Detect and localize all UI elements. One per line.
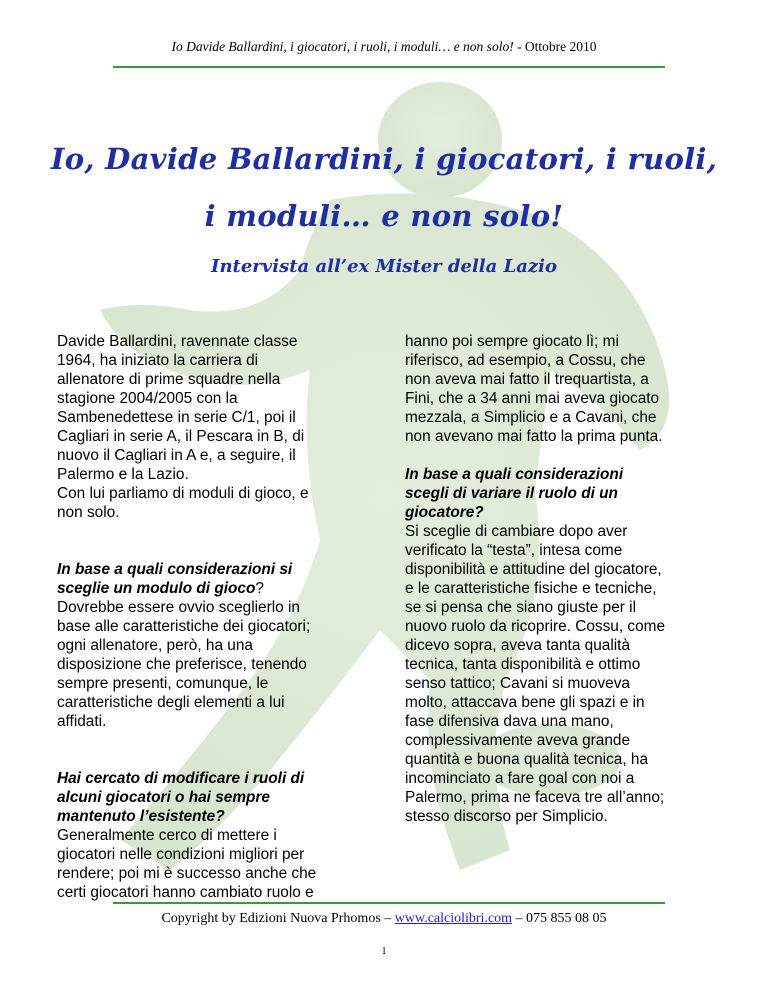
text-line: nuovo il Cagliari in A e, a seguire, il (57, 447, 296, 464)
footer-copyright: Copyright by Edizioni Nuova Prhomos – (161, 911, 395, 926)
text-line: stagione 2004/2005 con la (57, 390, 238, 407)
text-line: Davide Ballardini, ravennate classe (57, 333, 298, 350)
question-line: alcuni giocatori o hai sempre (57, 789, 270, 806)
answer-line: Si sceglie di cambiare dopo aver (405, 523, 628, 540)
right-column (405, 332, 735, 826)
question-line: scegli di variare il ruolo di un (405, 485, 618, 502)
answer-line: tecnica, tanta disponibilità e ottimo (405, 656, 641, 673)
answer-line: Palermo, prima ne faceva tre all’anno; (405, 789, 665, 806)
article-subtitle: Intervista all’ex Mister della Lazio (211, 256, 557, 277)
text-line: allenatore di prime squadre nella (57, 371, 281, 388)
answer-line: ogni allenatore, però, ha una (57, 637, 253, 654)
answer-line: dicevo sopra, aveva tanta qualità (405, 637, 631, 654)
text-line: mezzala, a Simplicio e a Cavani, che (405, 409, 657, 426)
running-header (0, 39, 768, 55)
answer-line: fase difensiva dava una mano, (405, 713, 614, 730)
text-line: hanno poi sempre giocato lì; mi (405, 333, 619, 350)
question-line: In base a quali considerazioni si (57, 561, 293, 578)
left-column (57, 332, 373, 902)
text-line: Sambenedettese in serie C/1, poi il (57, 409, 296, 426)
question-1 (57, 560, 373, 731)
answer-line: certi giocatori hanno cambiato ruolo e (57, 884, 314, 901)
footer (0, 911, 768, 927)
answer-line: disposizione che preferisce, tenendo (57, 656, 307, 673)
header-title: Io Davide Ballardini, i giocatori, i ruoli, i moduli… e non solo! (171, 39, 514, 54)
question-line: mantenuto l’esistente? (57, 808, 225, 825)
question-line: Hai cercato di modificare i ruoli di (57, 770, 305, 787)
footer-website-link[interactable]: www.calciolibri.com (394, 911, 513, 926)
answer-line: affidati. (57, 713, 107, 730)
text-line: non avevano mai fatto la prima punta. (405, 428, 663, 445)
answer-line: disponibilità e attitudine del giocatore, (405, 561, 662, 578)
text-line: non solo. (57, 504, 120, 521)
answer-line: molto, attaccava bene gli spazi e in (405, 694, 645, 711)
intro-paragraph (57, 332, 373, 522)
article-title-line-2: i moduli… e non solo! (204, 199, 564, 233)
text-line: Cagliari in serie A, il Pescara in B, di (57, 428, 305, 445)
answer-line: se si pensa che siano giuste per il (405, 599, 636, 616)
footer-phone: – 075 855 08 05 (512, 911, 607, 926)
answer-line: caratteristiche degli elementi a lui (57, 694, 285, 711)
page-number: 1 (381, 946, 387, 957)
answer-line: verificato la “testa”, intesa come (405, 542, 623, 559)
footer-rule (113, 902, 665, 904)
answer-line: base alle caratteristiche dei giocatori; (57, 618, 311, 635)
answer-line: senso tattico; Cavani si muoveva (405, 675, 630, 692)
answer-line: Dovrebbe essere ovvio sceglierlo in (57, 599, 300, 616)
text-line: Palermo e la Lazio. (57, 466, 189, 483)
text-line: Con lui parliamo di moduli di gioco, e (57, 485, 309, 502)
answer-line: quantità e buona qualità tecnica, ha (405, 751, 649, 768)
question-mark: ? (255, 580, 264, 597)
text-line: riferisco, ad esempio, a Cossu, che (405, 352, 646, 369)
question-line: giocatore? (405, 504, 484, 521)
header-rule (113, 66, 665, 68)
text-line: non aveva mai fatto il trequartista, a (405, 371, 649, 388)
answer-line: incominciato a fare goal con noi a (405, 770, 635, 787)
question-2 (57, 769, 373, 902)
answer-line: giocatori nelle condizioni migliori per (57, 846, 305, 863)
answer-line: sempre presenti, comunque, le (57, 675, 269, 692)
question-line: In base a quali considerazioni (405, 466, 624, 483)
text-line: 1964, ha iniziato la carriera di (57, 352, 259, 369)
article-title-line-1: Io, Davide Ballardini, i giocatori, i ruoli, (50, 142, 718, 176)
header-date: - Ottobre 2010 (513, 39, 597, 54)
question-line: sceglie un modulo di gioco (57, 580, 256, 597)
continuation-paragraph (405, 332, 735, 446)
text-line: Fini, che a 34 anni mai aveva giocato (405, 390, 660, 407)
answer-line: rendere; poi mi è successo anche che (57, 865, 317, 882)
answer-line: stesso discorso per Simplicio. (405, 808, 608, 825)
answer-line: complessivamente aveva grande (405, 732, 630, 749)
answer-line: Generalmente cerco di mettere i (57, 827, 277, 844)
answer-line: nuovo ruolo da ricoprire. Cossu, come (405, 618, 666, 635)
question-3 (405, 465, 735, 826)
answer-line: e le caratteristiche fisiche e tecniche, (405, 580, 657, 597)
